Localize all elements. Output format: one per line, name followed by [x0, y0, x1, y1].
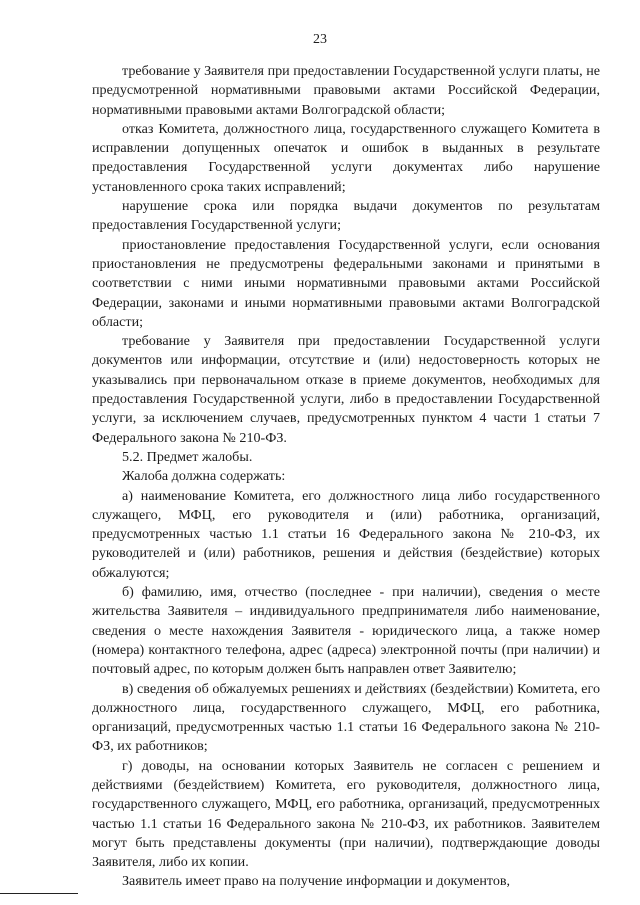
paragraph-item-a: а) наименование Комитета, его должностного лица либо государственного служащего, МФЦ, его руководителя и (или) работника, организаций, предусмотренных частью 1.1 статьи 16 Федерального закона № 210-ФЗ, их руководителей и (или) работников, решения и действия (бездействие) которых обжалуются; — [92, 487, 600, 581]
paragraph-issuance-violation: нарушение срока или порядка выдачи документов по результатам предоставления Государственной услуги; — [92, 198, 600, 234]
paragraph-right-to-information: Заявитель имеет право на получение информации и документов, — [122, 873, 511, 890]
document-body — [92, 62, 600, 892]
paragraph-item-b: б) фамилию, имя, отчество (последнее - при наличии), сведения о месте жительства Заявителя – индивидуального предпринимателя либо наименование, сведения о месте нахождения Заявителя - юридического лица, а также номер (номера) контактного телефона, адрес (адреса) электронной почты (при наличии) и почтовый адрес, по которым должен быть направлен ответ Заявителю; — [92, 584, 600, 678]
footnote-separator — [0, 893, 78, 894]
paragraph-complaint-contents-intro: Жалоба должна содержать: — [122, 468, 286, 485]
page-number: 23 — [313, 32, 327, 47]
paragraph-fee-requirement: требование у Заявителя при предоставлении Государственной услуги платы, не предусмотренной нормативными правовыми актами Российской Федерации, нормативными правовыми актами Волгоградской области; — [92, 63, 600, 118]
paragraph-item-g: г) доводы, на основании которых Заявитель не согласен с решением и действиями (бездействием) Комитета, его руководителя, должностного лица, государственного служащего, МФЦ, его работника, организаций, предусмотренных частью 1.1 статьи 16 Федерального закона № 210-ФЗ, их работников. Заявителем могут быть представлены документы (при наличии), подтверждающие доводы Заявителя, либо их копии. — [92, 757, 600, 871]
paragraph-suspension: приостановление предоставления Государственной услуги, если основания приостановления не предусмотрены федеральными законами и принятыми в соответствии с ними иными нормативными правовыми актами Российской Федерации, законами и иными нормативными правовыми актами Волгоградской области; — [92, 236, 600, 330]
paragraph-document-requirement: требование у Заявителя при предоставлении Государственной услуги документов или информации, отсутствие и (или) недостоверность которых не указывались при первоначальном отказе в приеме документов, необходимых для предоставления Государственной услуги, либо в предоставлении Государственной услуги, за исключением случаев, предусмотренных пунктом 4 части 1 статьи 7 Федерального закона № 210-ФЗ. — [92, 333, 600, 446]
paragraph-item-v: в) сведения об обжалуемых решениях и действиях (бездействии) Комитета, его должностного лица, государственного служащего, МФЦ, его работника, организаций, предусмотренных частью 1.1 статьи 16 Федерального закона № 210-ФЗ, их работников; — [92, 680, 600, 755]
section-heading-5-2: 5.2. Предмет жалобы. — [122, 448, 253, 465]
paragraph-correction-refusal: отказ Комитета, должностного лица, государственного служащего Комитета в исправлении допущенных опечаток и ошибок в выданных в результате предоставления Государственной услуги документах либо нарушение установленного срока таких исправлений; — [92, 120, 600, 195]
